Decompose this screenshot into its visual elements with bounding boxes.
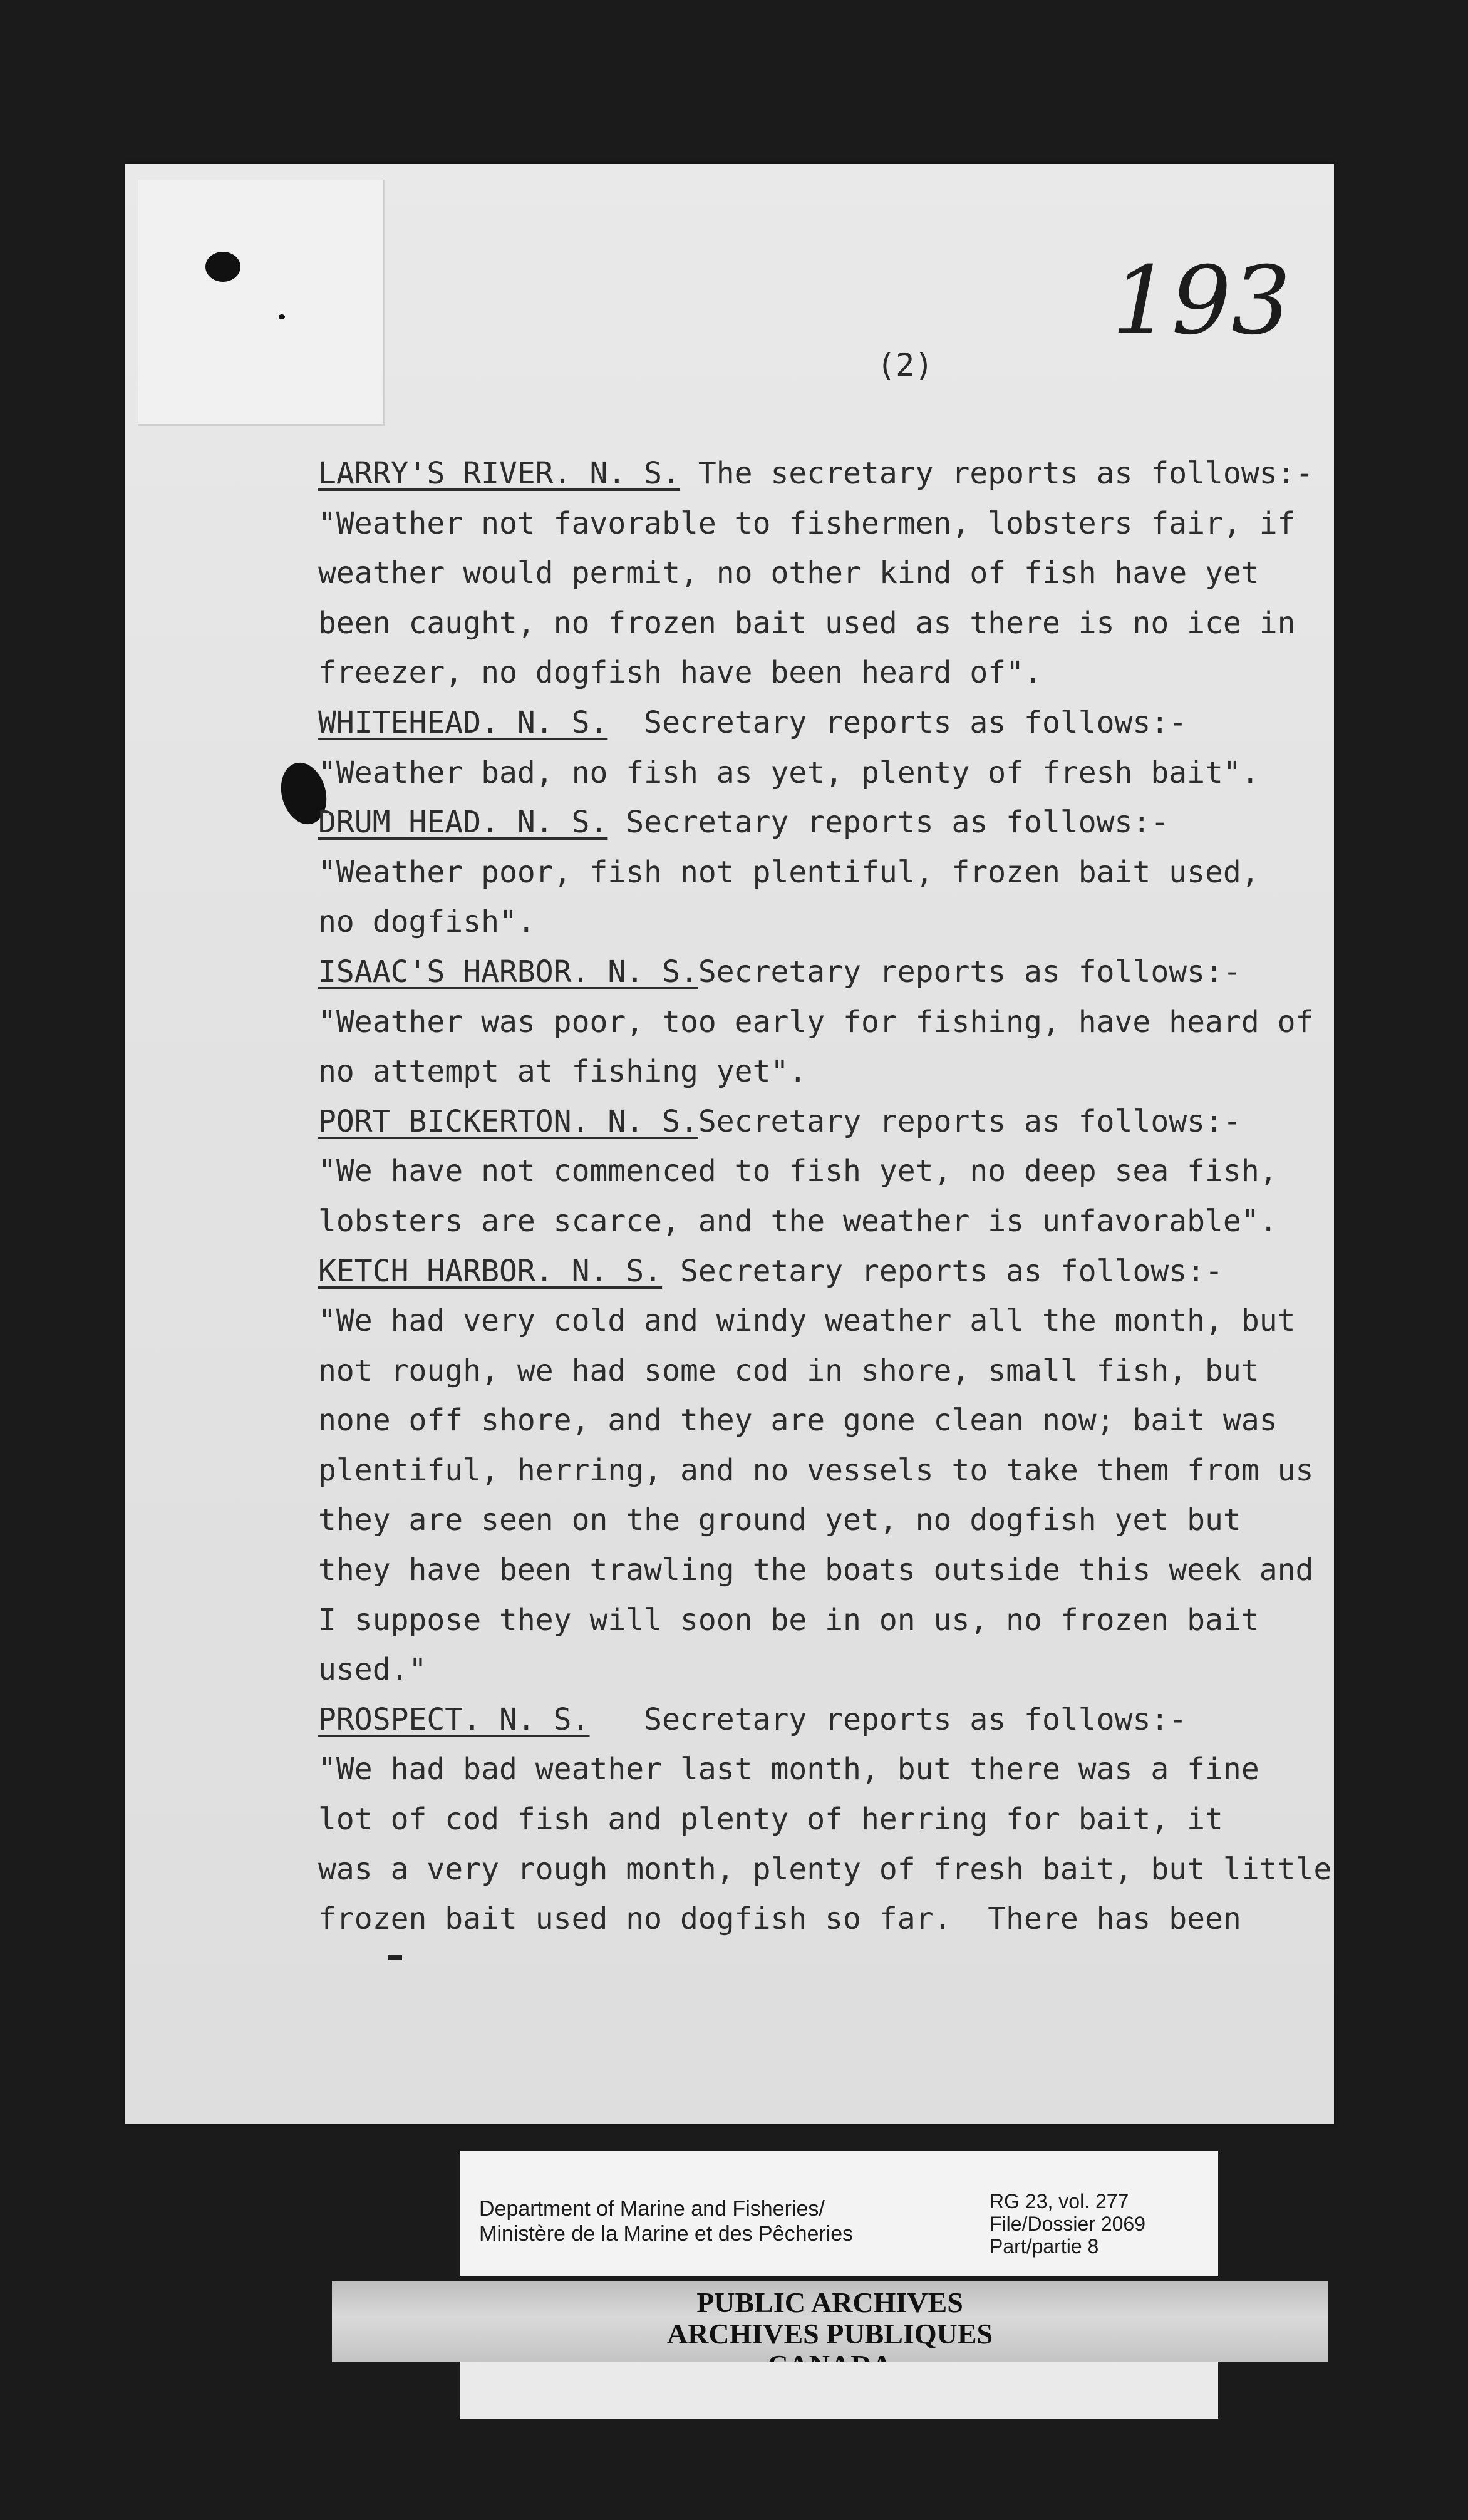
archive-reference-label (460, 2151, 1218, 2276)
line-text: no dogfish". (318, 904, 535, 940)
line-text: Secretary reports as follows:- (589, 1702, 1187, 1737)
text-line (318, 1645, 1333, 1695)
line-text: not rough, we had some cod in shore, small fish, but (318, 1353, 1259, 1388)
text-line (318, 698, 1333, 748)
line-text: "Weather bad, no fish as yet, plenty of fresh bait". (318, 755, 1259, 790)
place-heading: WHITEHEAD. N. S. (318, 705, 608, 740)
line-text: "Weather not favorable to fishermen, lobsters fair, if (318, 505, 1296, 541)
line-text: they have been trawling the boats outside this week and (318, 1552, 1314, 1588)
text-line (318, 1745, 1333, 1795)
text-line (318, 897, 1333, 948)
text-line (318, 1795, 1333, 1845)
place-heading: KETCH HARBOR. N. S. (318, 1253, 663, 1289)
line-text: none off shore, and they are gone clean now; bait was (318, 1403, 1278, 1438)
stamp-strip-lower (460, 2362, 1218, 2419)
line-text: they are seen on the ground yet, no dogfish yet but (318, 1502, 1241, 1538)
text-line (318, 1495, 1333, 1546)
text-line (318, 648, 1333, 698)
text-line (318, 1845, 1333, 1895)
text-line (318, 549, 1333, 599)
line-text: been caught, no frozen bait used as there is no ice in (318, 605, 1296, 641)
line-text: weather would permit, no other kind of fish have yet (318, 555, 1259, 591)
text-line (318, 748, 1333, 798)
line-text: lobsters are scarce, and the weather is unfavorable". (318, 1203, 1278, 1239)
text-line (318, 1894, 1333, 1944)
folio-number (1099, 239, 1291, 364)
archives-stamp (332, 2281, 1328, 2362)
text-line (318, 1097, 1333, 1147)
line-text: no attempt at fishing yet". (318, 1054, 807, 1090)
stamp-line-en: PUBLIC ARCHIVES (696, 2286, 963, 2318)
line-text: freezer, no dogfish have been heard of". (318, 655, 1042, 691)
part-number: Part/partie 8 (990, 2235, 1099, 2258)
line-text: plentiful, herring, and no vessels to take them from us (318, 1452, 1314, 1488)
line-text: "We had bad weather last month, but there was a fine (318, 1752, 1259, 1787)
page-number: (2) (877, 347, 934, 383)
line-text: Secretary reports as follows:- (698, 1103, 1241, 1139)
text-line (318, 1047, 1333, 1097)
department-name-en: Department of Marine and Fisheries/ (479, 2197, 825, 2221)
place-heading: PROSPECT. N. S. (318, 1702, 590, 1737)
line-text: The secretary reports as follows:- (680, 456, 1314, 491)
line-text: "We had very cold and windy weather all the month, but (318, 1303, 1296, 1339)
line-text: frozen bait used no dogfish so far. There has been (318, 1901, 1241, 1937)
line-text: "Weather poor, fish not plentiful, frozen bait used, (318, 854, 1259, 890)
line-text: I suppose they will soon be in on us, no frozen bait (318, 1602, 1259, 1638)
place-heading: ISAAC'S HARBOR. N. S. (318, 954, 698, 989)
text-line (318, 449, 1333, 499)
svg-text:193: 193 (1112, 247, 1291, 356)
text-line (318, 1596, 1333, 1646)
file-number: File/Dossier 2069 (990, 2213, 1145, 2235)
paper-corner-patch (138, 180, 385, 426)
text-line (318, 599, 1333, 649)
text-line (318, 1197, 1333, 1247)
place-heading: DRUM HEAD. N. S. (318, 805, 608, 840)
stamp-line-fr: ARCHIVES PUBLIQUES (666, 2318, 993, 2350)
line-text: Secretary reports as follows:- (662, 1253, 1223, 1289)
line-text: Secretary reports as follows:- (607, 805, 1169, 840)
record-group-reference: RG 23, vol. 277 (990, 2190, 1129, 2213)
text-line (318, 1695, 1333, 1745)
text-line (318, 1247, 1333, 1297)
text-line (318, 1296, 1333, 1346)
text-line (318, 848, 1333, 898)
line-text: was a very rough month, plenty of fresh bait, but little (318, 1851, 1332, 1887)
text-line (318, 1147, 1333, 1197)
text-line (318, 1396, 1333, 1446)
text-line (318, 499, 1333, 549)
line-text: used." (318, 1652, 427, 1688)
letter-body (318, 449, 1333, 1944)
place-heading: LARRY'S RIVER. N. S. (318, 456, 680, 491)
text-line (318, 798, 1333, 848)
text-line (318, 948, 1333, 998)
line-text: "Weather was poor, too early for fishing, have heard of (318, 1004, 1314, 1040)
line-text: Secretary reports as follows:- (698, 954, 1241, 989)
ink-blot (205, 252, 240, 282)
place-heading: PORT BICKERTON. N. S. (318, 1103, 698, 1139)
department-name-fr: Ministère de la Marine et des Pêcheries (479, 2222, 854, 2246)
line-text: "We have not commenced to fish yet, no deep sea fish, (318, 1154, 1278, 1189)
document-page (125, 164, 1334, 2124)
ink-blot (279, 314, 285, 319)
text-line (318, 1446, 1333, 1496)
text-line (318, 998, 1333, 1048)
line-text: lot of cod fish and plenty of herring for bait, it (318, 1802, 1223, 1837)
line-text: Secretary reports as follows:- (607, 705, 1187, 740)
stray-mark (388, 1955, 402, 1960)
text-line (318, 1346, 1333, 1397)
text-line (318, 1546, 1333, 1596)
